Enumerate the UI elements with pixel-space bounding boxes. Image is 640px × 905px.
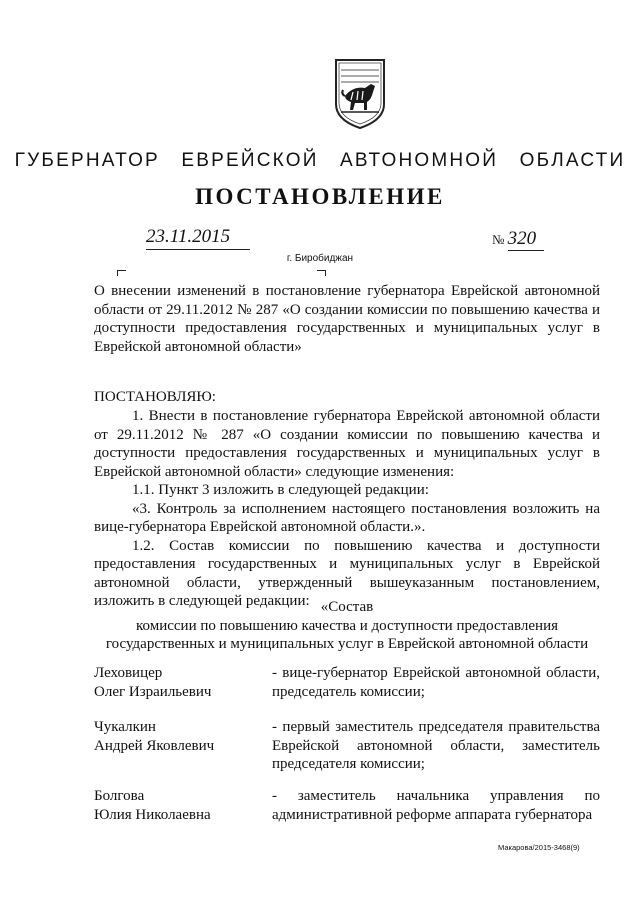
paragraph-1-2: 1.2. Состав комиссии по повышению качества и доступности предоставления государственных и муниципальных услуг в Еврейской автономной области, утвержденный вышеуказанным постановлением, изложить в следующей редакции:	[94, 537, 600, 609]
member-given-name: Андрей Яковлевич	[94, 737, 215, 754]
member-position: - заместитель начальника управления по административной реформе аппарата губернатора	[272, 788, 600, 823]
coat-of-arms-emblem	[331, 50, 389, 132]
member-given-name: Юлия Николаевна	[94, 806, 211, 823]
member-given-name: Олег Израильевич	[94, 683, 212, 700]
composition-line-3: государственных и муниципальных услуг в Еврейской автономной области	[105, 636, 589, 652]
member-surname: Болгова	[94, 788, 145, 804]
subject-corner-right	[317, 270, 326, 276]
document-number-block	[492, 228, 544, 251]
paragraph-1-1-text: «3. Контроль за исполнением настоящего постановления возложить на вице-губернатора Еврейской автономной области.».	[94, 500, 600, 535]
member-position: - первый заместитель председателя правительства Еврейской автономной области, заместитель председателя комиссии;	[272, 719, 600, 772]
authority-title: ГУБЕРНАТОР ЕВРЕЙСКОЙ АВТОНОМНОЙ ОБЛАСТИ	[14, 150, 626, 171]
city-name: г. Биробиджан	[286, 253, 354, 264]
document-subject: О внесении изменений в постановление губернатора Еврейской автономной области от 29.11.2012 № 287 «О создании комиссии по повышению качества и доступности предоставления государственных и муниципальных услуг в Еврейской автономной области»	[94, 283, 600, 355]
member-name	[94, 718, 259, 755]
member-position: - вице-губернатор Еврейской автономной области, председатель комиссии;	[272, 665, 600, 700]
subject-corner-left	[117, 270, 126, 276]
member-surname: Чукалкин	[94, 719, 156, 735]
composition-line-2: комиссии по повышению качества и доступности предоставления	[135, 617, 558, 634]
member-surname: Леховицер	[94, 665, 163, 681]
footer-reference: Макарова/2015-3468(9)	[498, 843, 580, 852]
decree-word: ПОСТАНОВЛЯЮ:	[94, 389, 216, 405]
document-number: 320	[508, 228, 544, 251]
paragraph-1-1: 1.1. Пункт 3 изложить в следующей редакции:	[132, 482, 429, 498]
document-type: ПОСТАНОВЛЕНИЕ	[195, 184, 445, 209]
number-prefix: №	[492, 232, 505, 247]
paragraph-1: 1. Внести в постановление губернатора Еврейской автономной области от 29.11.2012 № 287 «О создании комиссии по повышению качества и доступности предоставления государственных и муниципальных услуг в Еврейской автономной области» следующие изменения:	[94, 408, 600, 480]
decree-body	[94, 407, 600, 611]
document-date: 23.11.2015	[146, 226, 250, 250]
composition-heading	[94, 598, 600, 654]
member-name	[94, 787, 259, 824]
member-name	[94, 664, 259, 701]
composition-line-1: «Состав	[320, 599, 374, 615]
